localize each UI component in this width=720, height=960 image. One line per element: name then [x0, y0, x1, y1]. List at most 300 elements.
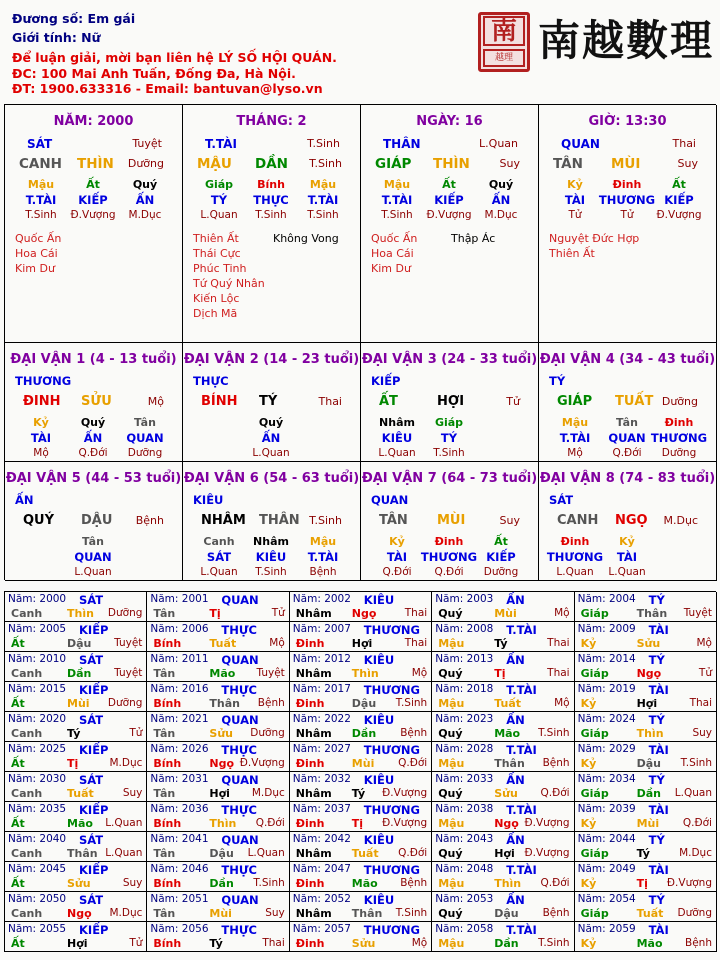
year-god: QUAN	[221, 833, 259, 847]
year-god: TÝ	[648, 713, 665, 727]
decade-hidden-stem: Tân	[616, 416, 638, 429]
hidden-state: Đ.Vượng	[656, 209, 702, 221]
year-state: M.Dục	[109, 757, 143, 769]
hidden-stem: Mậu	[383, 178, 411, 191]
year-label: Năm: 2035	[8, 803, 67, 815]
hidden-god: THƯƠNG	[598, 193, 656, 207]
year-branch: Dậu	[209, 847, 234, 860]
year-god: SÁT	[79, 713, 104, 727]
decade-hidden-state: Dưỡng	[127, 447, 163, 459]
year-branch: Dần	[67, 667, 92, 680]
year-god: THƯƠNG	[363, 683, 420, 697]
year-label: Năm: 2034	[577, 773, 636, 785]
year-branch: Tuất	[494, 697, 521, 710]
year-label: Năm: 2026	[150, 743, 209, 755]
decade-hidden-state: Dưỡng	[661, 447, 697, 459]
year-stem: Kỷ	[580, 937, 597, 950]
year-stem: Kỷ	[580, 637, 597, 650]
pillar-cell-2	[361, 105, 539, 343]
star-list	[371, 231, 417, 276]
year-branch: Thân	[351, 907, 383, 920]
year-state: Tuyệt	[114, 667, 143, 679]
year-cell-2011	[147, 652, 289, 682]
year-state: Tuyệt	[256, 667, 285, 679]
year-stem: Ất	[11, 637, 25, 650]
year-branch: Dậu	[67, 637, 92, 650]
decade-can-god: TÝ	[549, 374, 566, 388]
year-label: Năm: 2001	[150, 593, 209, 605]
decade-hidden-stem: Kỷ	[619, 535, 635, 548]
year-god: TÝ	[648, 773, 665, 787]
star-item: Tứ Quý Nhân	[193, 277, 265, 290]
year-stem: Nhâm	[295, 607, 332, 620]
year-god: ẤN	[506, 893, 525, 907]
decade-hidden-stem: Tân	[134, 416, 156, 429]
year-state: Suy	[122, 787, 143, 799]
year-stem: Quý	[438, 727, 463, 740]
pillar-chi-state: Suy	[677, 157, 698, 170]
decade-chi: THÂN	[259, 513, 300, 528]
year-god: T.TÀI	[506, 923, 537, 937]
year-branch: Tý	[494, 637, 508, 650]
decade-hidden-stem: Quý	[80, 416, 106, 429]
year-branch: Dậu	[494, 907, 519, 920]
decade-can-god: KIẾP	[371, 374, 401, 388]
year-branch: Tị	[209, 607, 221, 620]
year-cell-2005	[5, 622, 147, 652]
year-branch: Tị	[494, 667, 506, 680]
hidden-god: THỰC	[253, 193, 289, 207]
year-label: Năm: 2002	[292, 593, 351, 605]
decade-can: ẤT	[379, 394, 398, 409]
year-stem: Giáp	[580, 907, 609, 920]
year-label: Năm: 2009	[577, 623, 636, 635]
year-label: Năm: 2003	[435, 593, 494, 605]
year-state: Q.Đới	[540, 877, 570, 889]
year-state: Tử	[129, 727, 143, 739]
decade-hidden-state: L.Quan	[252, 447, 290, 459]
decade-hidden-stem: Kỷ	[389, 535, 405, 548]
year-branch: Hợi	[209, 787, 230, 800]
decade-title: ĐẠI VẬN 8 (74 - 83 tuổi)	[539, 471, 716, 486]
decade-title: ĐẠI VẬN 4 (34 - 43 tuổi)	[539, 352, 716, 367]
seal-top-glyph: 南	[483, 16, 525, 46]
year-cell-2006	[147, 622, 289, 652]
year-branch: Tuất	[209, 637, 237, 650]
year-cell-2004	[575, 592, 717, 622]
decade-title: ĐẠI VẬN 5 (44 - 53 tuổi)	[5, 471, 182, 486]
year-label: Năm: 2012	[292, 653, 351, 665]
year-cell-2026	[147, 742, 289, 772]
hidden-state: T.Sinh	[381, 209, 413, 221]
year-god: QUAN	[221, 773, 259, 787]
year-state: Suy	[265, 907, 285, 919]
decade-chi-state: Thai	[318, 395, 342, 408]
year-label: Năm: 2056	[150, 923, 209, 935]
decade-hidden-god: QUAN	[608, 431, 646, 445]
year-state: Q.Đới	[398, 757, 428, 769]
year-cell-2001	[147, 592, 289, 622]
year-stem: Đinh	[295, 637, 325, 650]
year-label: Năm: 2017	[292, 683, 351, 695]
pillar-chi-state: Dưỡng	[127, 157, 164, 170]
year-cell-2023	[432, 712, 574, 742]
year-label: Năm: 2058	[435, 923, 494, 935]
year-cell-2007	[290, 622, 432, 652]
decade-cell-8	[539, 462, 717, 581]
year-cell-2032	[290, 772, 432, 802]
year-cell-2057	[290, 922, 432, 952]
year-god: KIẾP	[79, 623, 109, 637]
year-label: Năm: 2046	[150, 863, 209, 875]
year-god: KIẾP	[79, 863, 109, 877]
pillar-can-state: T.Sinh	[307, 137, 340, 150]
year-stem: Mậu	[438, 817, 465, 830]
star-list	[549, 231, 639, 261]
year-god: KIÊU	[363, 773, 395, 787]
hidden-stem: Quý	[488, 178, 514, 191]
year-state: Đ.Vượng	[382, 787, 428, 799]
hidden-stem: Ất	[672, 178, 686, 191]
decade-can-god: SÁT	[549, 493, 574, 507]
decade-hidden-stem: Đinh	[434, 535, 464, 548]
year-god: KIÊU	[363, 713, 395, 727]
year-stem: Nhâm	[295, 787, 332, 800]
year-branch: Mùi	[67, 697, 90, 710]
hidden-god: KIẾP	[434, 193, 464, 207]
year-stem: Canh	[11, 907, 43, 920]
year-state: Dưỡng	[250, 727, 285, 739]
year-god: QUAN	[221, 893, 259, 907]
decade-hidden-god: T.TÀI	[307, 550, 339, 564]
year-cell-2036	[147, 802, 289, 832]
year-cell-2056	[147, 922, 289, 952]
year-god: KIÊU	[363, 893, 395, 907]
bad-star-item: Không Vong	[273, 232, 339, 245]
hidden-state: Tử	[620, 209, 634, 221]
year-stem: Mậu	[438, 697, 465, 710]
year-state: Thai	[404, 607, 428, 619]
year-label: Năm: 2032	[292, 773, 351, 785]
year-branch: Tý	[209, 937, 223, 950]
year-stem: Tân	[153, 607, 176, 620]
pillar-chi-state: T.Sinh	[309, 157, 342, 170]
year-state: Bệnh	[542, 757, 570, 769]
decade-title: ĐẠI VẬN 7 (64 - 73 tuổi)	[361, 471, 538, 486]
star-item: Quốc Ấn	[15, 232, 62, 245]
year-branch: Mão	[351, 877, 378, 890]
owner-line: Đương số: Em gái	[12, 11, 136, 26]
year-branch: Hợi	[636, 697, 658, 710]
year-branch: Ngọ	[351, 607, 377, 620]
year-branch: Dần	[636, 787, 661, 800]
year-branch: Tuất	[636, 907, 664, 920]
hidden-god: T.TÀI	[25, 193, 57, 207]
year-stem: Tân	[153, 907, 176, 920]
pillar-chi: MÙI	[611, 156, 641, 172]
year-label: Năm: 2025	[8, 743, 67, 755]
year-branch: Sửu	[494, 787, 518, 800]
year-branch: Ngọ	[636, 667, 662, 680]
decade-cell-1	[5, 343, 183, 462]
year-state: Tử	[129, 937, 143, 949]
hidden-stem: Mậu	[309, 178, 337, 191]
star-item: Kiến Lộc	[193, 292, 240, 305]
decade-cell-6	[183, 462, 361, 581]
hidden-god: T.TÀI	[381, 193, 413, 207]
decade-hidden-state: Q.Đới	[434, 566, 464, 578]
year-state: Mộ	[554, 697, 570, 709]
year-state: Bệnh	[257, 697, 285, 709]
decade-hidden-state: L.Quan	[200, 566, 238, 578]
year-state: Q.Đới	[398, 847, 428, 859]
year-label: Năm: 2014	[577, 653, 636, 665]
year-branch: Mùi	[636, 817, 660, 830]
year-god: TÝ	[648, 593, 665, 607]
decade-can: QUÝ	[23, 513, 55, 528]
year-state: Mộ	[411, 667, 428, 679]
hidden-state: Tử	[568, 209, 582, 221]
decade-hidden-stem: Đinh	[664, 416, 694, 429]
year-label: Năm: 2030	[8, 773, 67, 785]
year-god: QUAN	[221, 593, 259, 607]
year-god: ẤN	[506, 653, 525, 667]
star-item: Hoa Cái	[15, 247, 58, 260]
gender-line: Giới tính: Nữ	[12, 30, 101, 45]
decade-hidden-god: SÁT	[206, 550, 232, 564]
year-stem: Nhâm	[295, 667, 332, 680]
pillar-can: CANH	[19, 156, 62, 172]
hidden-stem: Kỷ	[567, 178, 583, 191]
year-label: Năm: 2000	[8, 593, 67, 605]
year-stem: Mậu	[438, 877, 465, 890]
decade-hidden-state: T.Sinh	[433, 447, 465, 459]
decade-title: ĐẠI VẬN 1 (4 - 13 tuổi)	[10, 352, 177, 367]
year-cell-2033	[432, 772, 574, 802]
phone-email-line: ĐT: 1900.633316 - Email: bantuvan@lyso.vn	[12, 81, 323, 96]
year-god: T.TÀI	[506, 863, 537, 877]
hidden-god: ẤN	[491, 193, 511, 207]
hidden-state: L.Quan	[200, 209, 238, 221]
year-stem: Giáp	[580, 787, 609, 800]
year-branch: Hợi	[494, 847, 515, 860]
year-god: ẤN	[506, 833, 525, 847]
pillar-can-state: Thai	[672, 137, 696, 150]
year-god: THỰC	[221, 923, 257, 937]
year-state: T.Sinh	[253, 877, 285, 889]
year-label: Năm: 2013	[435, 653, 494, 665]
year-god: SÁT	[79, 773, 104, 787]
year-label: Năm: 2021	[150, 713, 209, 725]
decade-chi-state: Tử	[506, 395, 520, 408]
decade-chi-state: Mộ	[147, 395, 164, 408]
year-cell-2053	[432, 892, 574, 922]
decade-title: ĐẠI VẬN 3 (24 - 33 tuổi)	[361, 352, 538, 367]
year-cell-2050	[5, 892, 147, 922]
year-god: THƯƠNG	[363, 743, 420, 757]
year-state: Thai	[262, 937, 285, 949]
year-stem: Quý	[438, 667, 463, 680]
year-stem: Đinh	[295, 937, 325, 950]
year-god: KIẾP	[79, 923, 109, 937]
year-state: Q.Đới	[255, 817, 285, 829]
decade-hidden-state: Bệnh	[309, 566, 337, 578]
decade-hidden-stem: Nhâm	[253, 535, 289, 548]
year-state: Thai	[689, 697, 712, 709]
year-branch: Thân	[636, 607, 668, 620]
year-branch: Thìn	[494, 877, 522, 890]
year-branch: Dậu	[636, 757, 661, 770]
year-label: Năm: 2050	[8, 893, 67, 905]
decade-hidden-god: THƯƠNG	[650, 431, 708, 445]
year-label: Năm: 2041	[150, 833, 209, 845]
star-item: Thiên Ất	[549, 247, 595, 260]
year-cell-2034	[575, 772, 717, 802]
year-god: TÀI	[648, 863, 669, 877]
star-list	[193, 231, 265, 321]
year-stem: Bính	[153, 817, 182, 830]
year-state: Đ.Vượng	[382, 817, 428, 829]
year-cell-2018	[432, 682, 574, 712]
year-label: Năm: 2040	[8, 833, 67, 845]
year-label: Năm: 2044	[577, 833, 636, 845]
star-item: Dịch Mã	[193, 307, 238, 320]
year-god: KIÊU	[363, 653, 395, 667]
decade-chi-state: M.Dục	[663, 514, 698, 527]
year-cell-2054	[575, 892, 717, 922]
pillar-title: GIỜ: 13:30	[588, 114, 667, 129]
decade-cell-3	[361, 343, 539, 462]
year-branch: Mùi	[351, 757, 375, 770]
year-label: Năm: 2010	[8, 653, 67, 665]
decade-hidden-stem: Kỷ	[33, 416, 49, 429]
year-stem: Quý	[438, 787, 463, 800]
year-god: ẤN	[506, 593, 525, 607]
decade-title: ĐẠI VẬN 2 (14 - 23 tuổi)	[183, 352, 360, 367]
year-stem: Giáp	[580, 727, 609, 740]
year-state: T.Sinh	[538, 937, 570, 949]
year-state: Q.Đới	[682, 817, 712, 829]
pillar-title: NGÀY: 16	[416, 114, 483, 129]
year-label: Năm: 2023	[435, 713, 494, 725]
year-state: M.Dục	[109, 907, 143, 919]
year-label: Năm: 2007	[292, 623, 351, 635]
decade-hidden-god: THƯƠNG	[420, 550, 478, 564]
year-state: Mộ	[554, 607, 570, 619]
year-stem: Bính	[153, 697, 182, 710]
year-branch: Sửu	[67, 877, 91, 890]
year-state: L.Quan	[105, 847, 143, 859]
year-cell-2045	[5, 862, 147, 892]
decade-chi-state: Suy	[499, 514, 520, 527]
year-cell-2046	[147, 862, 289, 892]
year-god: KIẾP	[79, 803, 109, 817]
year-cell-2009	[575, 622, 717, 652]
year-branch: Thân	[209, 697, 240, 710]
year-stem: Tân	[153, 847, 176, 860]
year-cell-2021	[147, 712, 289, 742]
decade-hidden-state: L.Quan	[608, 566, 646, 578]
decade-hidden-state: Dưỡng	[483, 566, 519, 578]
year-label: Năm: 2027	[292, 743, 351, 755]
decade-chi-state: T.Sinh	[309, 514, 342, 527]
year-cell-2013	[432, 652, 574, 682]
year-label: Năm: 2031	[150, 773, 209, 785]
year-god: THƯƠNG	[363, 623, 420, 637]
pillar-can-state: Tuyệt	[132, 137, 162, 150]
pillar-can-state: L.Quan	[479, 137, 518, 150]
year-cell-2029	[575, 742, 717, 772]
decade-can-god: QUAN	[371, 493, 409, 507]
year-label: Năm: 2006	[150, 623, 209, 635]
hidden-stem: Đinh	[612, 178, 642, 191]
year-label: Năm: 2020	[8, 713, 67, 725]
decade-hidden-god: KIÊU	[255, 550, 287, 564]
year-stem: Đinh	[295, 757, 325, 770]
year-branch: Dần	[209, 877, 234, 890]
pillar-can: TÂN	[553, 156, 583, 172]
decade-hidden-state: T.Sinh	[255, 566, 287, 578]
year-label: Năm: 2043	[435, 833, 494, 845]
year-stem: Canh	[11, 847, 43, 860]
year-state: T.Sinh	[395, 907, 428, 919]
decade-can: ĐINH	[23, 394, 61, 409]
year-branch: Thìn	[351, 667, 379, 680]
pillar-can-god: T.TÀI	[205, 137, 237, 151]
year-label: Năm: 2057	[292, 923, 351, 935]
decade-chi: DẬU	[81, 513, 113, 528]
year-god: THỰC	[221, 683, 257, 697]
pillar-chi: DẦN	[255, 156, 288, 172]
year-branch: Ngọ	[209, 757, 235, 770]
year-stem: Nhâm	[295, 907, 332, 920]
hidden-god: TÝ	[210, 193, 228, 207]
year-branch: Tị	[636, 877, 648, 890]
year-label: Năm: 2036	[150, 803, 209, 815]
year-label: Năm: 2053	[435, 893, 494, 905]
year-cell-2010	[5, 652, 147, 682]
star-item: Quốc Ấn	[371, 232, 418, 245]
year-god: TÀI	[648, 683, 669, 697]
year-stem: Quý	[438, 907, 463, 920]
pillar-can-god: SÁT	[27, 137, 53, 151]
year-stem: Kỷ	[580, 817, 597, 830]
year-branch: Hợi	[67, 937, 88, 950]
year-state: Bệnh	[542, 907, 570, 919]
year-stem: Đinh	[295, 817, 325, 830]
year-state: M.Dục	[251, 787, 285, 799]
year-god: SÁT	[79, 893, 104, 907]
year-branch: Tý	[67, 727, 81, 740]
year-cell-2039	[575, 802, 717, 832]
year-branch: Dần	[351, 727, 377, 740]
year-label: Năm: 2028	[435, 743, 494, 755]
year-state: M.Dục	[679, 847, 712, 859]
year-state: Mộ	[696, 637, 712, 649]
year-cell-2051	[147, 892, 289, 922]
hidden-stem: Giáp	[204, 178, 234, 191]
year-state: Dưỡng	[107, 607, 143, 619]
year-label: Năm: 2029	[577, 743, 636, 755]
year-state: Thai	[547, 637, 570, 649]
year-god: T.TÀI	[506, 683, 537, 697]
year-label: Năm: 2018	[435, 683, 494, 695]
year-label: Năm: 2033	[435, 773, 494, 785]
brand-seal	[478, 12, 530, 72]
year-cell-2047	[290, 862, 432, 892]
contact-invite-line: Để luận giải, mời bạn liên hệ LÝ SỐ HỘI QUÁN.	[12, 50, 337, 65]
decade-hidden-god: THƯƠNG	[546, 550, 604, 564]
